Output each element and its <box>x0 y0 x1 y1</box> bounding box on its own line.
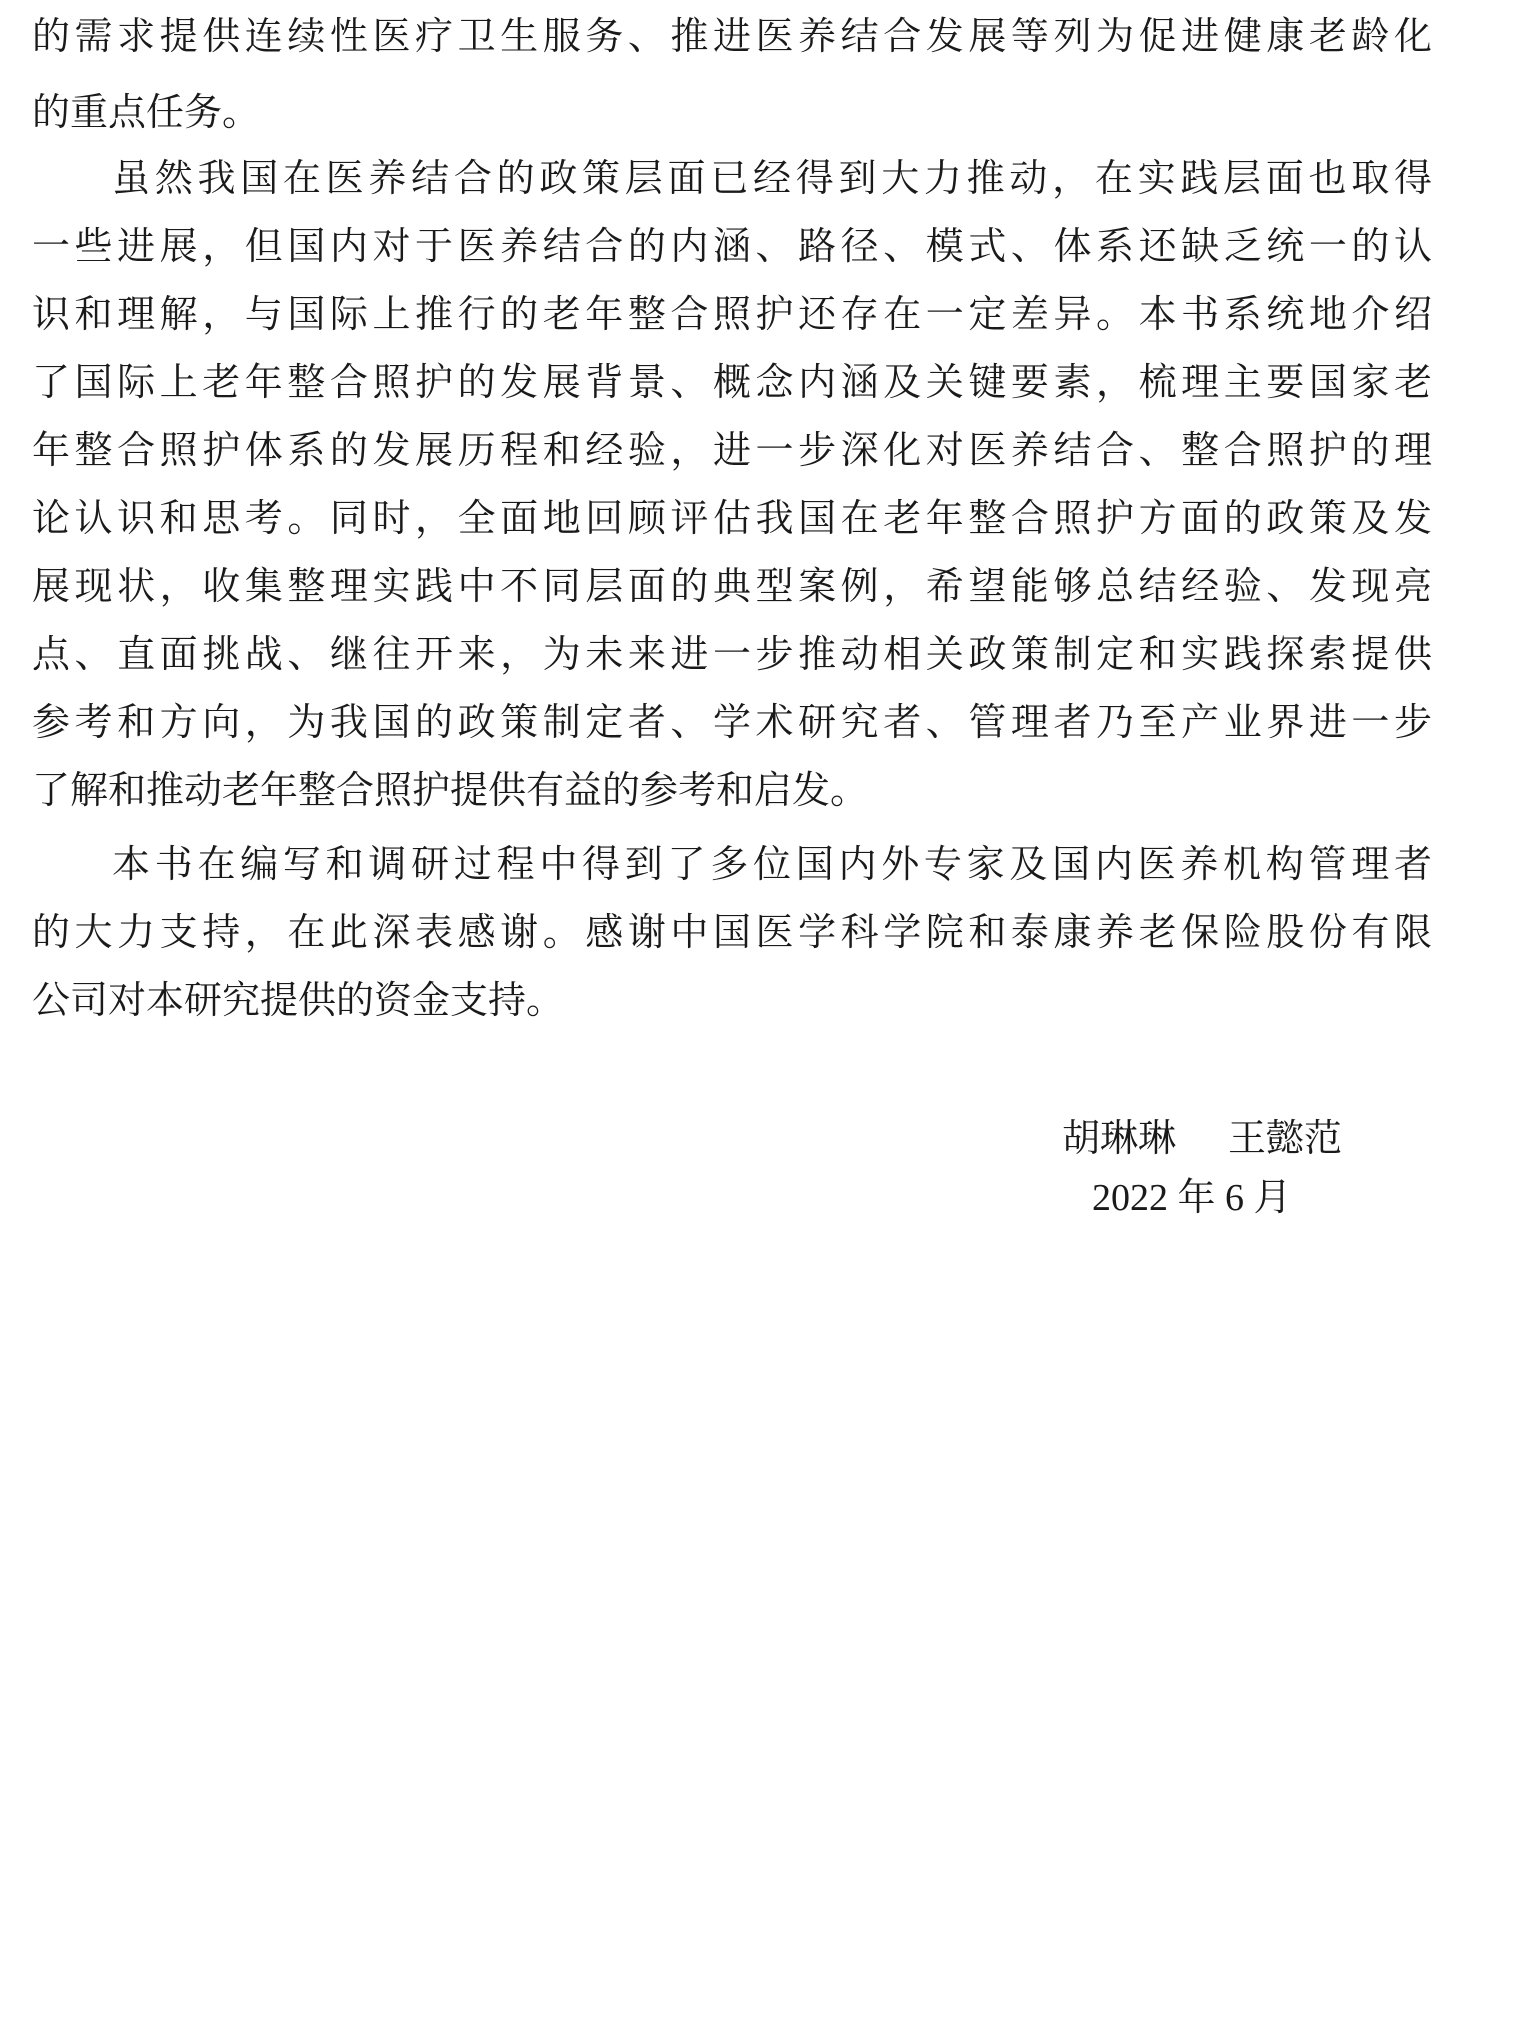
paragraph-2-line-3: 识和理解，与国际上推行的老年整合照护还存在一定差异。本书系统地介绍 <box>32 292 1432 336</box>
signature-authors <box>1062 1116 1342 1160</box>
paragraph-2-line-8: 点、直面挑战、继往开来，为未来进一步推动相关政策制定和实践探索提供 <box>32 632 1432 676</box>
paragraph-2-line-4: 了国际上老年整合照护的发展背景、概念内涵及关键要素，梳理主要国家老 <box>32 360 1432 404</box>
paragraph-2-line-10: 了解和推动老年整合照护提供有益的参考和启发。 <box>32 768 869 812</box>
paragraph-2-line-1: 虽然我国在医养结合的政策层面已经得到大力推动，在实践层面也取得 <box>112 156 1432 200</box>
paragraph-1-line-1: 的需求提供连续性医疗卫生服务、推进医养结合发展等列为促进健康老龄化 <box>32 14 1432 58</box>
paragraph-2-line-9: 参考和方向，为我国的政策制定者、学术研究者、管理者乃至产业界进一步 <box>32 700 1432 744</box>
signature-date: 2022 年 6 月 <box>1092 1177 1292 1219</box>
paragraph-3-line-3: 公司对本研究提供的资金支持。 <box>32 978 565 1022</box>
paragraph-2-line-2: 一些进展，但国内对于医养结合的内涵、路径、模式、体系还缺乏统一的认 <box>32 224 1432 268</box>
paragraph-2-line-7: 展现状，收集整理实践中不同层面的典型案例，希望能够总结经验、发现亮 <box>32 564 1432 608</box>
signature-author-2: 王懿范 <box>1228 1116 1343 1160</box>
signature-author-1: 胡琳琳 <box>1062 1116 1177 1160</box>
paragraph-2-line-5: 年整合照护体系的发展历程和经验，进一步深化对医养结合、整合照护的理 <box>32 428 1432 472</box>
paragraph-3-line-1: 本书在编写和调研过程中得到了多位国内外专家及国内医养机构管理者 <box>112 842 1432 886</box>
paragraph-2-line-6: 论认识和思考。同时，全面地回顾评估我国在老年整合照护方面的政策及发 <box>32 496 1432 540</box>
paragraph-3-line-2: 的大力支持，在此深表感谢。感谢中国医学科学院和泰康养老保险股份有限 <box>32 910 1432 954</box>
paragraph-1-line-2: 的重点任务。 <box>32 90 261 134</box>
